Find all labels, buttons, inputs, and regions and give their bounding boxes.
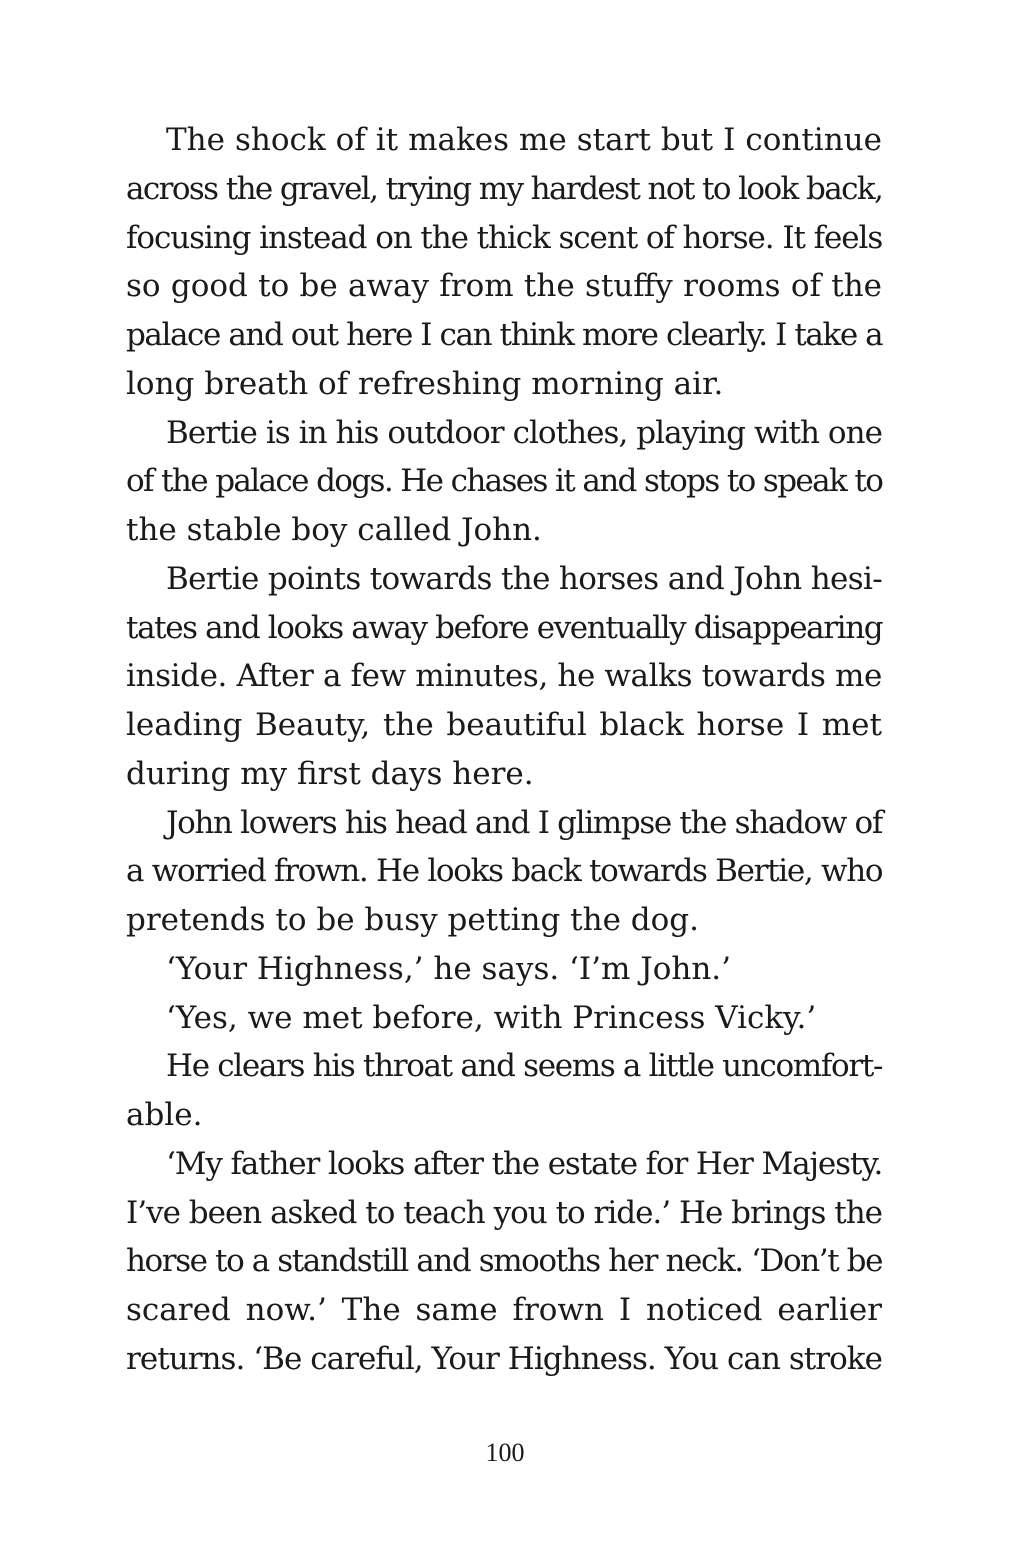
text-line: Bertie points towards the horses and John hesi-	[166, 560, 882, 597]
text-line: long breath of refreshing morning air.	[126, 365, 724, 402]
body-text	[126, 116, 882, 1384]
text-line: the stable boy called John.	[126, 512, 542, 548]
text-line: of the palace dogs. He chases it and stops to speak to	[126, 463, 883, 500]
text-line: tates and looks away before eventually disappearing	[126, 609, 883, 646]
text-line: inside. After a few minutes, he walks towards me	[126, 658, 882, 695]
text-line: scared now.’ The same frown I noticed earlier	[126, 1292, 882, 1328]
text-line: able.	[126, 1097, 203, 1133]
text-line: The shock of it makes me start but I continue	[166, 122, 882, 158]
text-line: so good to be away from the stuffy rooms of the	[126, 268, 882, 305]
text-line: across the gravel, trying my hardest not to look back,	[126, 170, 883, 207]
text-line: returns. ‘Be careful, Your Highness. You can stroke	[126, 1340, 882, 1377]
text-line: ‘Your Highness,’ he says. ‘I’m John.’	[166, 950, 731, 987]
page-number: 100	[485, 1438, 525, 1467]
text-line: ‘My father looks after the estate for Her Majesty.	[166, 1145, 883, 1182]
text-line: I’ve been asked to teach you to ride.’ He brings the	[126, 1194, 882, 1231]
text-line: John lowers his head and I glimpse the shadow of	[166, 804, 883, 841]
text-line: palace and out here I can think more clearly. I take a	[126, 317, 883, 353]
text-line: ‘Yes, we met before, with Princess Vicky.’	[166, 999, 817, 1036]
text-line: pretends to be busy petting the dog.	[126, 902, 700, 938]
text-line: horse to a standstill and smooths her neck. ‘Don’t be	[126, 1243, 883, 1280]
text-line: He clears his throat and seems a little uncomfort-	[166, 1048, 883, 1085]
text-line: during my first days here.	[126, 755, 534, 792]
text-line: focusing instead on the thick scent of horse. It feels	[126, 219, 883, 256]
text-line: Bertie is in his outdoor clothes, playing with one	[166, 414, 882, 451]
text-line: leading Beauty, the beautiful black horse I met	[126, 707, 882, 743]
text-line: a worried frown. He looks back towards Bertie, who	[126, 853, 883, 890]
